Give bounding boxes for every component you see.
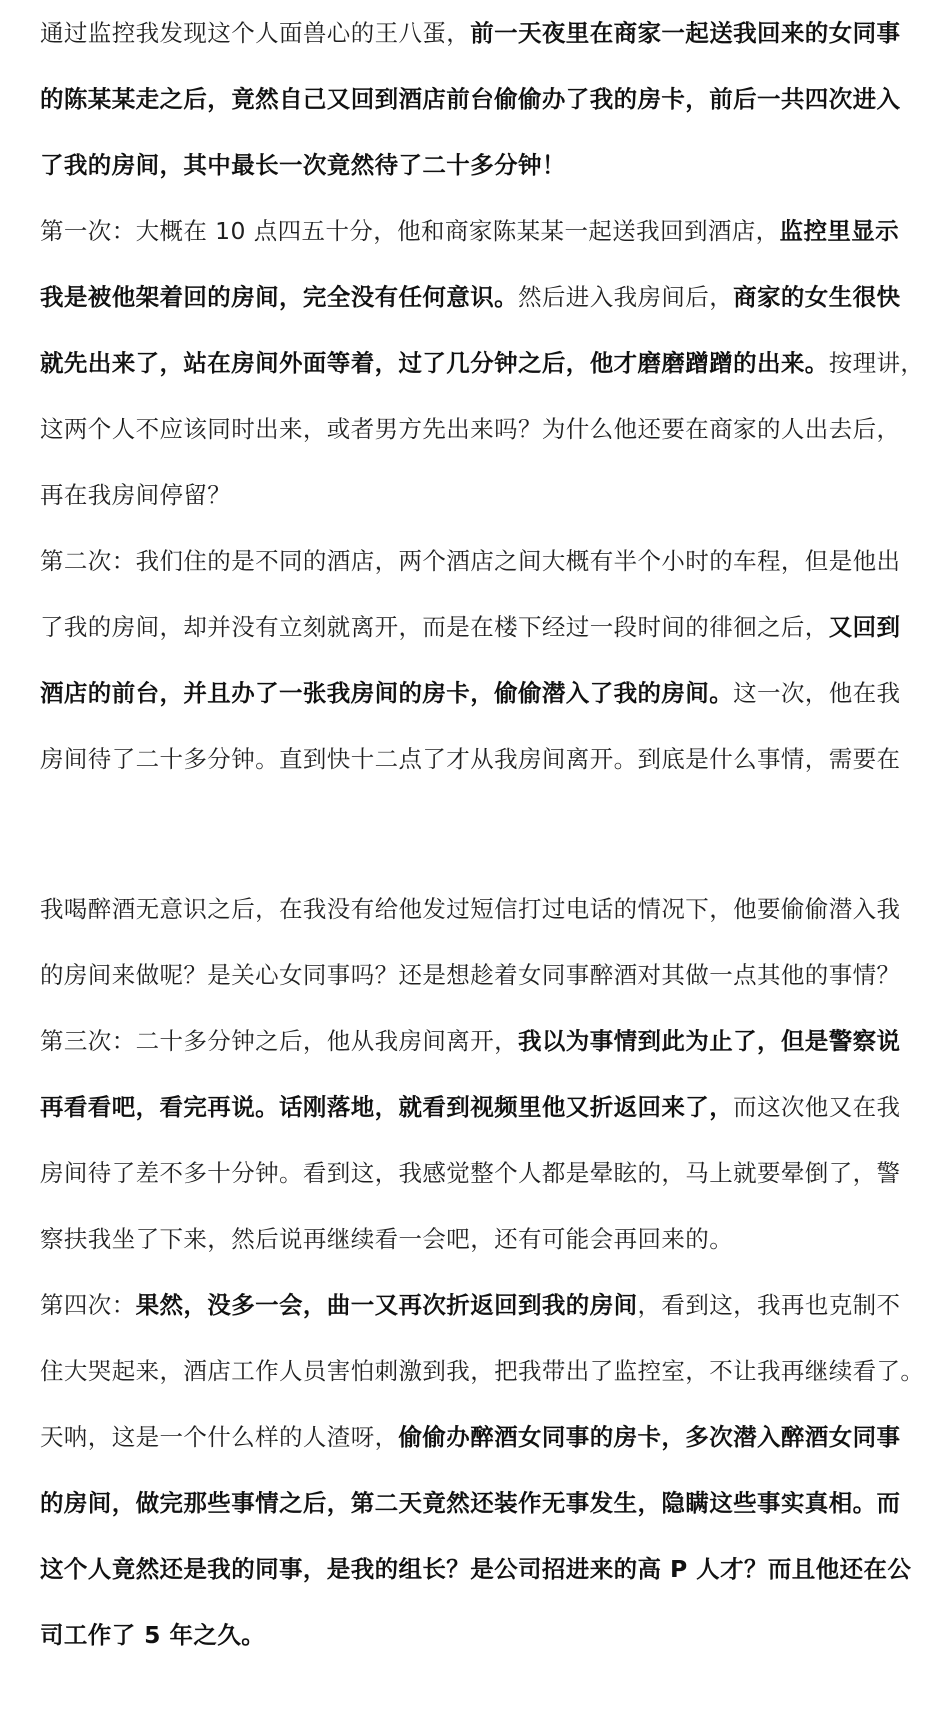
text-segment: 然后进入我房间后， xyxy=(518,283,734,311)
text-line xyxy=(40,264,912,330)
text-line xyxy=(40,1008,912,1074)
bold-text-segment: 这个人竟然还是我的同事，是我的组长？是公司招进来的高 P 人才？而且他还在公 xyxy=(40,1555,912,1583)
text-segment: 按理讲， xyxy=(828,349,925,377)
bold-text-segment: 的房间，做完那些事情之后，第二天竟然还装作无事发生，隐瞒这些事实真相。而 xyxy=(40,1489,901,1517)
bold-text-segment: 果然，没多一会，曲一又再次折返回到我的房间 xyxy=(135,1291,638,1319)
text-line xyxy=(40,726,912,792)
text-line xyxy=(40,1602,912,1668)
bold-text-segment: 再看看吧，看完再说。话刚落地，就看到视频里他又折返回来了， xyxy=(40,1093,734,1121)
document-part-2 xyxy=(40,876,925,1668)
text-line xyxy=(40,660,912,726)
bold-text-segment: 商家的女生很快 xyxy=(733,283,901,311)
text-segment: 的房间来做呢？是关心女同事吗？还是想趁着女同事醉酒对其做一点其他的事情？ xyxy=(40,961,901,989)
text-segment: 房间待了二十多分钟。直到快十二点了才从我房间离开。到底是什么事情，需要在 xyxy=(40,745,901,773)
page-gap xyxy=(40,792,912,876)
text-line xyxy=(40,1470,912,1536)
text-line xyxy=(40,1140,912,1206)
text-line xyxy=(40,1206,912,1272)
text-line xyxy=(40,198,912,264)
text-line xyxy=(40,66,912,132)
text-line xyxy=(40,396,912,462)
text-line xyxy=(40,462,912,528)
text-line xyxy=(40,330,925,396)
text-line xyxy=(40,942,912,1008)
bold-text-segment: 又回到 xyxy=(828,613,901,641)
text-line xyxy=(40,1338,925,1404)
text-line xyxy=(40,1272,912,1338)
text-segment: 第一次：大概在 10 点四五十分，他和商家陈某某一起送我回到酒店， xyxy=(40,217,780,245)
document-body xyxy=(40,0,925,1668)
text-segment: 房间待了差不多十分钟。看到这，我感觉整个人都是晕眩的，马上就要晕倒了，警 xyxy=(40,1159,901,1187)
text-segment: 第三次：二十多分钟之后，他从我房间离开， xyxy=(40,1027,518,1055)
text-line xyxy=(40,876,912,942)
bold-text-segment: 司工作了 5 年之久。 xyxy=(40,1621,266,1649)
text-segment: 第四次： xyxy=(40,1291,136,1319)
text-segment: ，看到这，我再也克制不 xyxy=(637,1291,901,1319)
text-segment: 这两个人不应该同时出来，或者男方先出来吗？为什么他还要在商家的人出去后， xyxy=(40,415,901,443)
text-segment: 我喝醉酒无意识之后，在我没有给他发过短信打过电话的情况下，他要偷偷潜入我 xyxy=(40,895,901,923)
text-segment: 察扶我坐了下来，然后说再继续看一会吧，还有可能会再回来的。 xyxy=(40,1225,734,1253)
text-segment: 通过监控我发现这个人面兽心的王八蛋， xyxy=(40,19,471,47)
text-line xyxy=(40,1404,912,1470)
bold-text-segment: 前一天夜里在商家一起送我回来的女同事 xyxy=(470,19,901,47)
text-segment: 天呐，这是一个什么样的人渣呀， xyxy=(40,1423,399,1451)
bold-text-segment: 我以为事情到此为止了，但是警察说 xyxy=(518,1027,901,1055)
text-line xyxy=(40,594,912,660)
text-segment: 第二次：我们住的是不同的酒店，两个酒店之间大概有半个小时的车程，但是他出 xyxy=(40,547,901,575)
text-line xyxy=(40,0,912,66)
document-part-1 xyxy=(40,0,925,792)
text-line xyxy=(40,132,912,198)
bold-text-segment: 偷偷办醉酒女同事的房卡，多次潜入醉酒女同事 xyxy=(398,1423,901,1451)
text-segment: 这一次，他在我 xyxy=(733,679,901,707)
bold-text-segment: 酒店的前台，并且办了一张我房间的房卡，偷偷潜入了我的房间。 xyxy=(40,679,734,707)
text-segment: 了我的房间，却并没有立刻就离开，而是在楼下经过一段时间的徘徊之后， xyxy=(40,613,829,641)
text-line xyxy=(40,1536,912,1602)
bold-text-segment: 了我的房间，其中最长一次竟然待了二十多分钟！ xyxy=(40,151,566,179)
bold-text-segment: 就先出来了，站在房间外面等着，过了几分钟之后，他才磨磨蹭蹭的出来。 xyxy=(40,349,829,377)
text-segment: 住大哭起来，酒店工作人员害怕刺激到我，把我带出了监控室，不让我再继续看了。 xyxy=(40,1357,925,1385)
text-segment: 而这次他又在我 xyxy=(733,1093,901,1121)
text-line xyxy=(40,1074,912,1140)
bold-text-segment: 我是被他架着回的房间，完全没有任何意识。 xyxy=(40,283,518,311)
bold-text-segment: 的陈某某走之后，竟然自己又回到酒店前台偷偷办了我的房卡，前后一共四次进入 xyxy=(40,85,901,113)
text-segment: 再在我房间停留？ xyxy=(40,481,232,509)
text-line xyxy=(40,528,912,594)
bold-text-segment: 监控里显示 xyxy=(779,217,900,245)
